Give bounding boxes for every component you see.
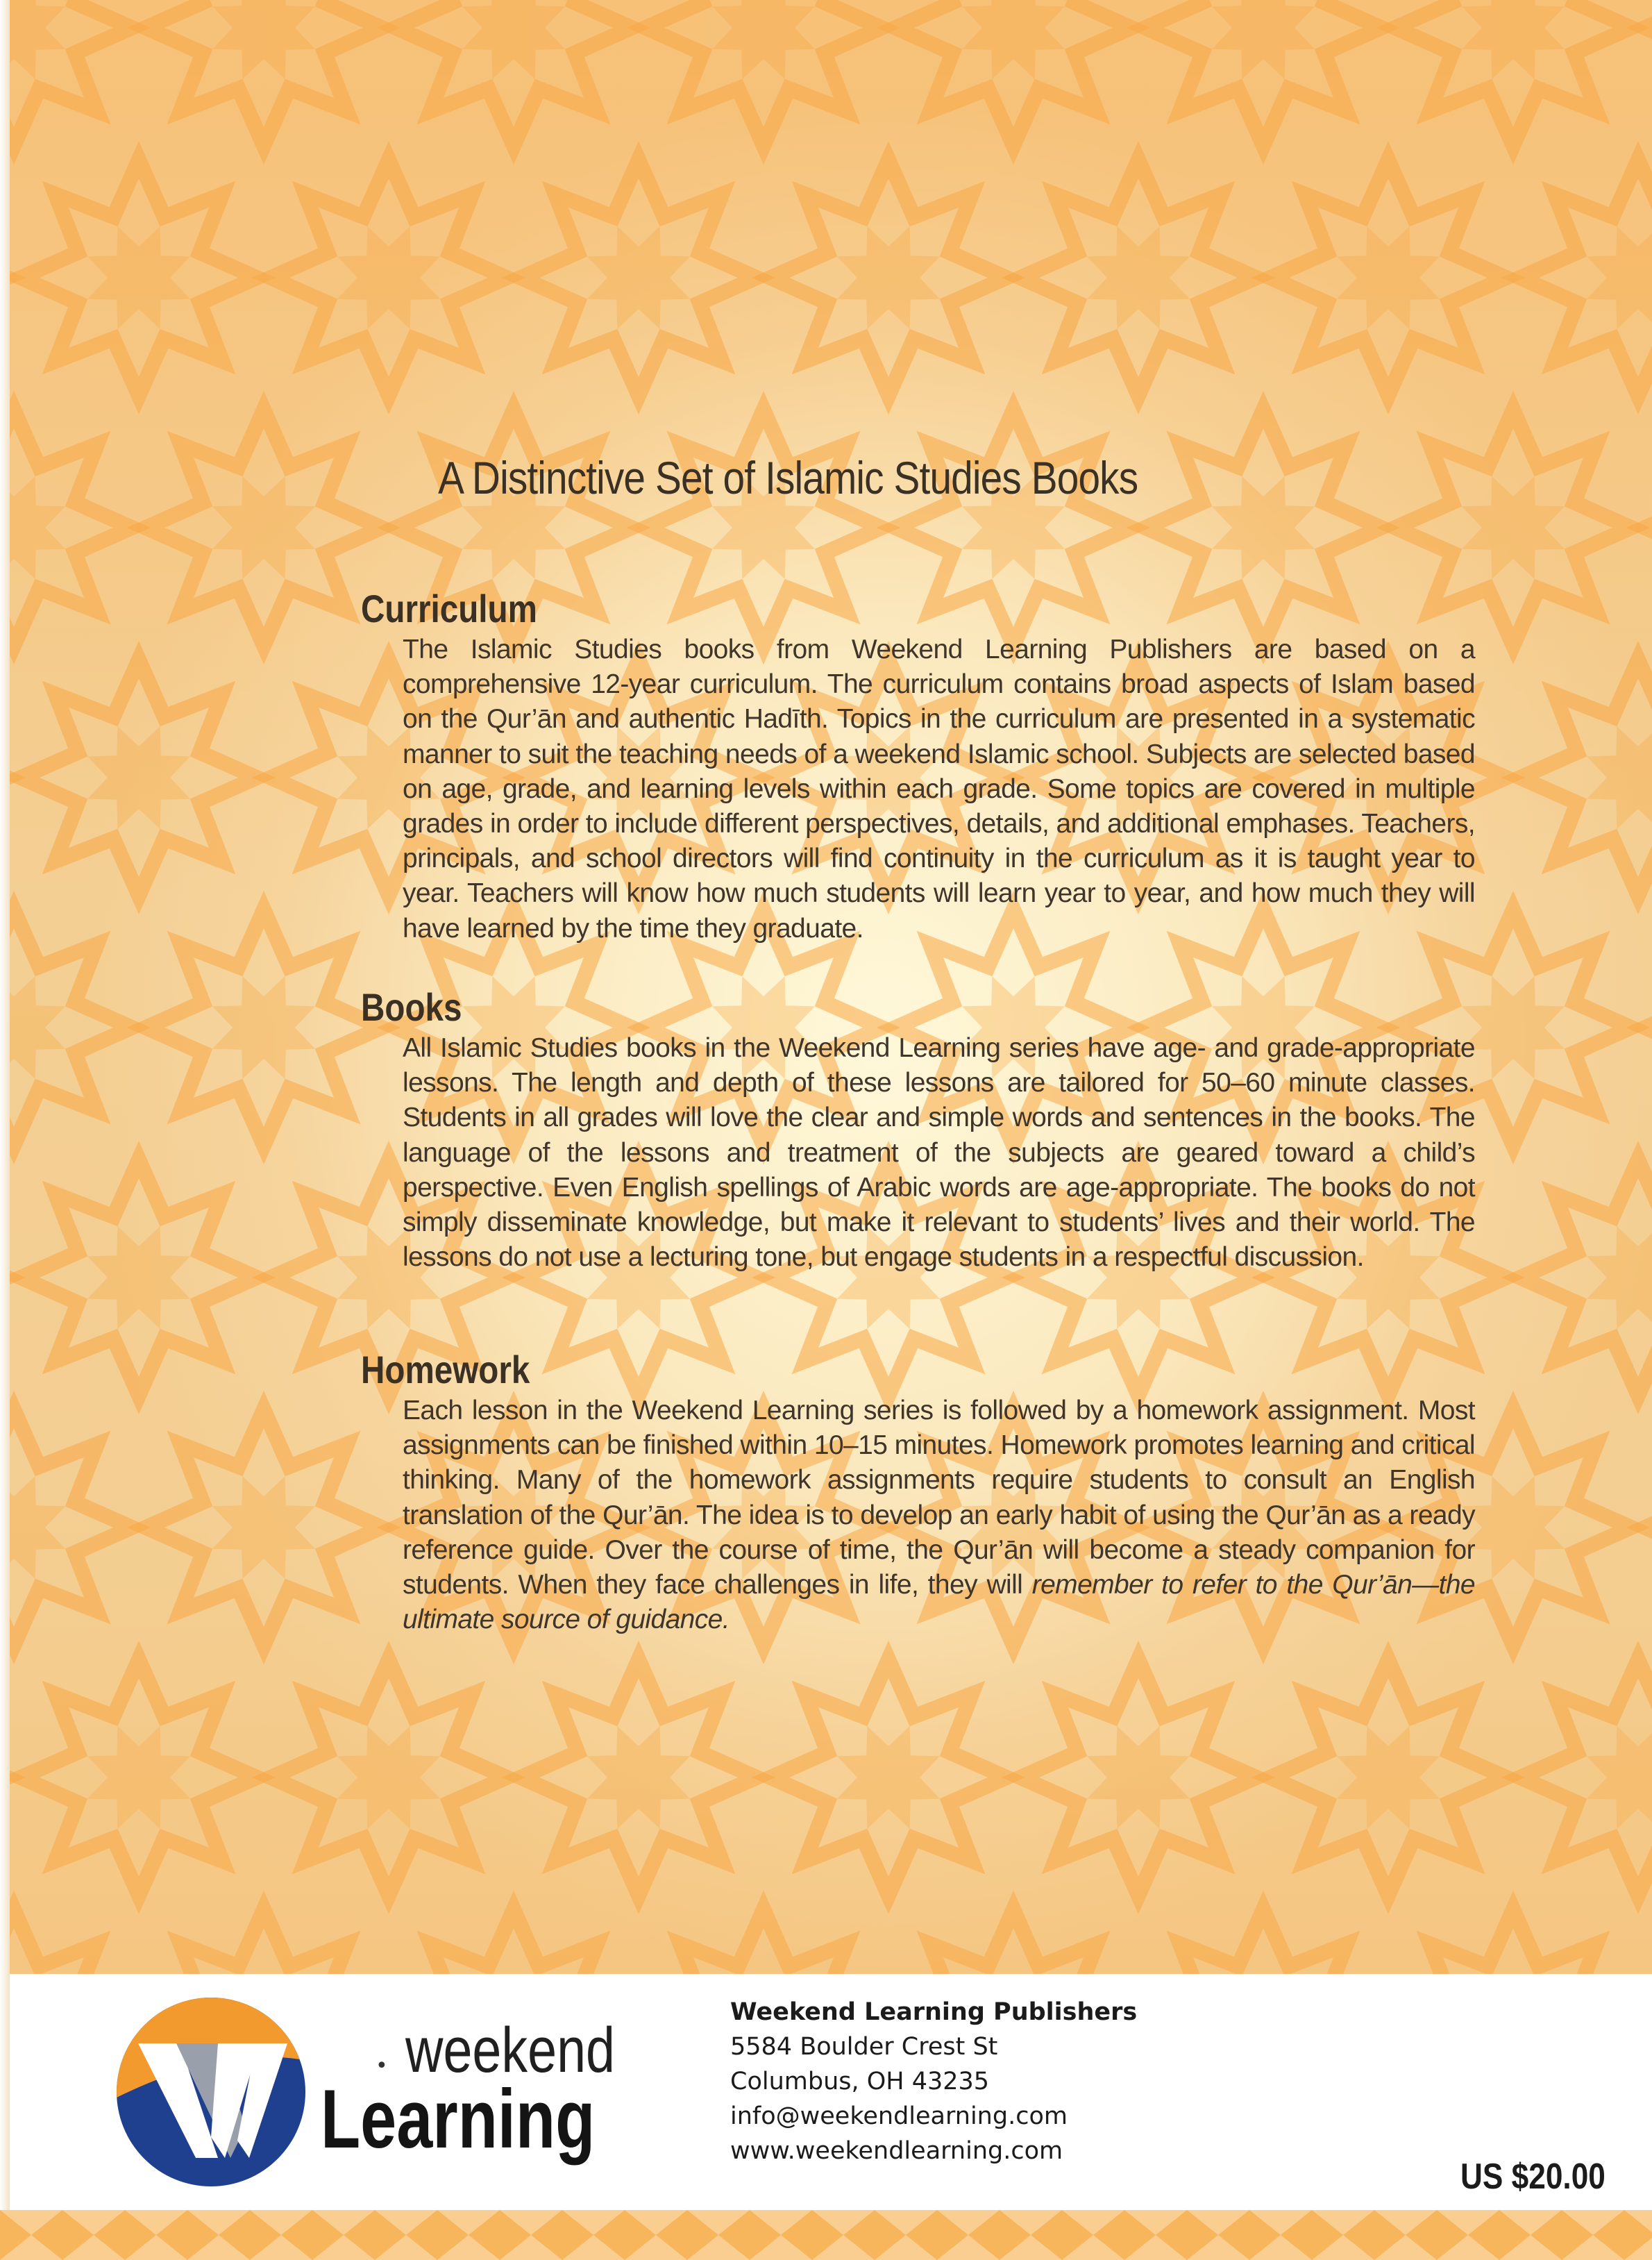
homework-body-text: Each lesson in the Weekend Learning series is followed by a homework assignment. Most assignments can be finished within 10–15 minutes. Homework promotes learning and critical thinking. Many of the homework assignments require students to consult an English translation of the Qur’ān. The idea is to develop an early habit of using the Qur’ān as a ready reference guide. Over the course of time, the Qur’ān will become a steady companion for students. When they face challenges in life, they will [403, 1396, 1475, 1600]
spine-edge [0, 0, 10, 2260]
pattern-rosette [770, 160, 1006, 396]
band-shape [812, 2210, 875, 2260]
bottom-band-pattern [0, 2210, 1652, 2260]
pattern-rosette [1270, 1659, 1506, 1895]
band-shape [875, 2210, 937, 2260]
band-shape [0, 2210, 62, 2260]
section-books [361, 985, 1475, 1275]
pattern-rosette [1520, 1160, 1652, 1396]
band-shape [250, 2210, 312, 2260]
band-shape [562, 2210, 625, 2260]
pattern-rosette [1020, 160, 1256, 396]
section-heading-homework: Homework [361, 1348, 530, 1391]
pattern-rosette [271, 1659, 507, 1895]
band-shape [1312, 2210, 1374, 2260]
section-body-homework [403, 1393, 1475, 1637]
pattern-rosette [770, 1659, 1006, 1895]
band-shape [187, 2210, 250, 2260]
band-shape [375, 2210, 437, 2260]
band-shape [125, 2210, 187, 2260]
pattern-rosette [1645, 910, 1652, 1146]
pattern-rosette [521, 160, 757, 396]
pattern-rosette [1395, 0, 1631, 146]
section-curriculum [361, 586, 1475, 946]
pattern-rosette [396, 0, 632, 146]
price-label: US $20.00 [1460, 2157, 1605, 2197]
band-shape [1124, 2210, 1187, 2260]
pattern-rosette [1520, 160, 1652, 396]
pattern-rosette [1520, 660, 1652, 896]
section-body-books: All Islamic Studies books in the Weekend Learning series have age- and grade-appropriate lessons. The length and depth of these lessons are tailored for 50–60 minute classes. Students in all grades will love the clear and simple words and sentences in the books. The language of the lessons and treatment of the subjects are geared toward a child’s perspective. Even English spellings of Arabic words are age-appropriate. The books do not simply disseminate knowledge, but make it relevant to students’ lives and their world. The lessons do not use a lecturing tone, but engage students in a respectful discussion. [403, 1033, 1475, 1273]
pattern-rosette [1645, 0, 1652, 146]
band-shape [750, 2210, 812, 2260]
pattern-rosette [1520, 1659, 1652, 1895]
band-shape [1499, 2210, 1562, 2260]
pattern-rosette [1645, 1409, 1652, 1646]
pattern-rosette [21, 1659, 257, 1895]
publisher-email[interactable]: info@weekendlearning.com [730, 2102, 1068, 2130]
pattern-rosette [1020, 1659, 1256, 1895]
band-shape [500, 2210, 562, 2260]
band-shape [312, 2210, 375, 2260]
weekend-learning-w-logo-icon [114, 1995, 308, 2189]
section-heading-curriculum: Curriculum [361, 587, 537, 630]
pattern-rosette [271, 160, 507, 396]
band-shape [62, 2210, 125, 2260]
pattern-rosette [146, 1409, 382, 1646]
pattern-rosette [1645, 410, 1652, 646]
pattern-rosette [146, 910, 382, 1146]
section-homework [361, 1347, 1475, 1637]
pattern-rosette [21, 660, 257, 896]
band-shape [1062, 2210, 1124, 2260]
publisher-name: Weekend Learning Publishers [730, 1998, 1138, 2026]
pattern-rosette [646, 0, 882, 146]
pattern-rosette [521, 1659, 757, 1895]
pattern-rosette [895, 0, 1131, 146]
band-shape [687, 2210, 750, 2260]
pattern-rosette [0, 910, 132, 1146]
band-shape [1249, 2210, 1312, 2260]
pattern-rosette [1145, 0, 1381, 146]
band-shape [937, 2210, 1000, 2260]
band-shape [1374, 2210, 1437, 2260]
pattern-rosette [146, 410, 382, 646]
pattern-rosette [0, 1409, 132, 1646]
pattern-rosette [146, 0, 382, 146]
publisher-street: 5584 Boulder Crest St [730, 2033, 998, 2061]
band-shape [437, 2210, 500, 2260]
band-shape [1187, 2210, 1249, 2260]
band-shape [1562, 2210, 1624, 2260]
homework-italic-closing: remember to refer to the Qur’ān—the ultimate source of guidance. [403, 1570, 1475, 1635]
publisher-info [730, 1995, 1137, 2168]
band-shape [1000, 2210, 1062, 2260]
logo-dot: • [376, 2054, 388, 2078]
band-shape [1624, 2210, 1652, 2260]
bottom-pattern-band [0, 2210, 1652, 2260]
publisher-website[interactable]: www.weekendlearning.com [730, 2137, 1063, 2165]
pattern-rosette [21, 1160, 257, 1396]
band-shape [1437, 2210, 1499, 2260]
page-title: A Distinctive Set of Islamic Studies Books [438, 452, 1138, 503]
section-heading-books: Books [361, 985, 462, 1029]
logo-word-weekend: weekend [405, 2015, 615, 2086]
pattern-rosette [0, 0, 132, 146]
logo-word-learning: Learning [321, 2073, 596, 2166]
pattern-rosette [0, 410, 132, 646]
band-shape [625, 2210, 687, 2260]
publisher-city: Columbus, OH 43235 [730, 2068, 990, 2095]
section-body-curriculum: The Islamic Studies books from Weekend Learning Publishers are based on a comprehensive 12-year curriculum. The curriculum contains broad aspects of Islam based on the Qur’ān and authentic Hadīth. Topics in the curriculum are presented in a systematic manner to suit the teaching needs of a weekend Islamic school. Subjects are selected based on age, grade, and learning levels within each grade. Some topics are covered in multiple grades in order to include different perspectives, details, and additional emphases. Teachers, principals, and school directors will find continuity in the curriculum as it is taught year to year. Teachers will know how much students will learn year to year, and how much they will have learned by the time they graduate. [403, 635, 1475, 944]
pattern-rosette [21, 160, 257, 396]
pattern-rosette [1270, 160, 1506, 396]
publisher-footer [10, 1974, 1652, 2210]
